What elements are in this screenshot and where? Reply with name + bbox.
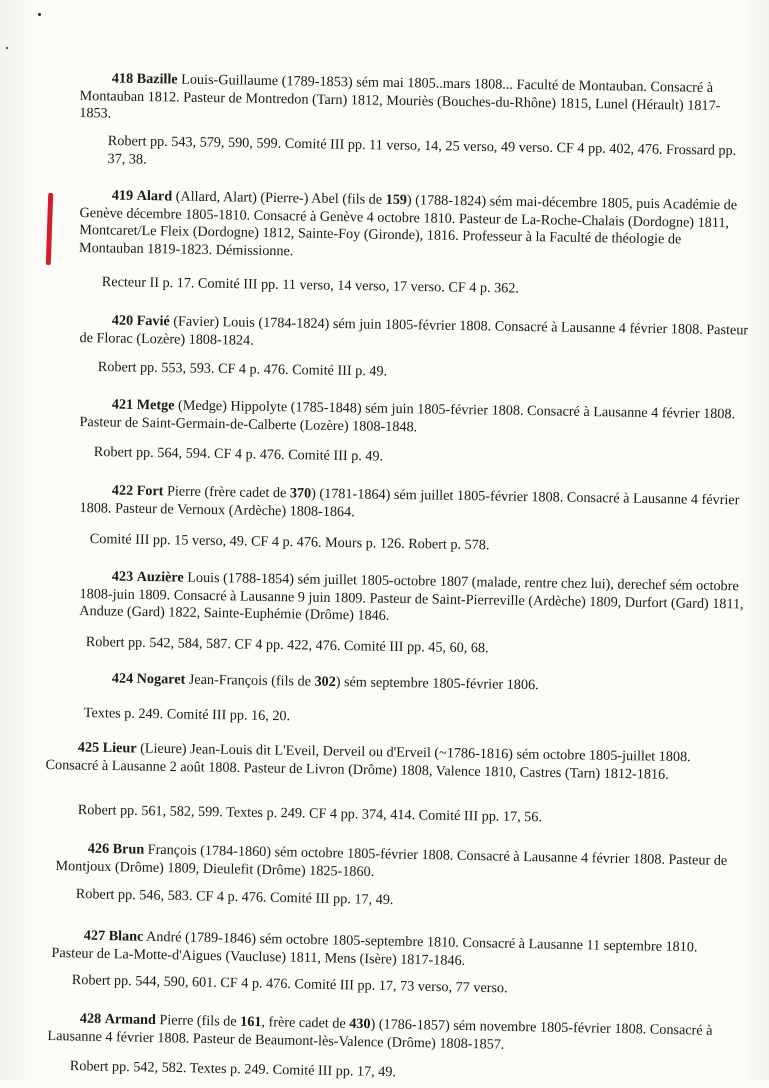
entry-text: François (1784-1860) sém octobre 1805-février 1808. Consacré à Lausanne 4 février 1808. Pasteur de Montjoux (Drôme) 1809, Dieulefit (Drôme) 1825-1860. bbox=[55, 841, 728, 880]
entry-number: 426 bbox=[87, 840, 110, 858]
entry-418 bbox=[79, 70, 750, 133]
entry-text: André (1789-1846) sém octobre 1805-septembre 1810. Consacré à Lausanne 11 septembre 1810. Pasteur de La-Motte-d'Aigues (Vaucluse) 1811, Mens (Isère) 1817-1846. bbox=[51, 928, 698, 969]
entry-425 bbox=[45, 739, 735, 785]
entry-421-refs: Robert pp. 564, 594. CF 4 p. 476. Comité III p. 49. bbox=[93, 444, 384, 465]
entry-428-refs: Robert pp. 542, 582. Textes p. 249. Comité III pp. 17, 49. bbox=[69, 1058, 397, 1081]
entry-text: Louis-Guillaume (1789-1853) sém mai 1805..mars 1808... Faculté de Montauban. Consacré à Montauban 1812. Pasteur de Montredon (Tarn) 1812, Mouriès (Bouches-du-Rhône) 1815, Lunel (Hérault) 1817-1853. bbox=[79, 71, 721, 122]
entry-number: 428 bbox=[79, 1010, 102, 1028]
entry-name: Armand bbox=[104, 1011, 157, 1029]
entry-420 bbox=[79, 312, 749, 358]
entry-number: 422 bbox=[111, 482, 134, 499]
entry-423-refs: Robert pp. 542, 584, 587. CF 4 pp. 422, 476. Comité III pp. 45, 60, 68. bbox=[85, 634, 489, 657]
entry-424 bbox=[80, 670, 750, 698]
entry-text: Pierre (fils de bbox=[155, 1012, 241, 1030]
entry-423 bbox=[79, 568, 750, 631]
entry-name: Fort bbox=[136, 482, 164, 500]
entry-number: 418 bbox=[111, 70, 134, 87]
entry-name: Lieur bbox=[102, 739, 137, 757]
entry-number: 427 bbox=[83, 927, 106, 945]
entry-name: Nogaret bbox=[136, 670, 186, 688]
entry-428 bbox=[47, 1010, 732, 1058]
entry-421 bbox=[79, 396, 749, 442]
entry-426 bbox=[55, 840, 736, 888]
entry-text: (Medge) Hippolyte (1785-1848) sém juin 1805-février 1808. Consacré à Lausanne 4 février 1808. Pasteur de Saint-Germain-de-Calberte (Lozère) 1808-1848. bbox=[79, 397, 736, 435]
entry-426-refs: Robert pp. 546, 583. CF 4 p. 476. Comité III pp. 17, 49. bbox=[75, 886, 394, 909]
entry-419-refs: Recteur II p. 17. Comité III pp. 11 verso, 14 verso, 17 verso. CF 4 p. 362. bbox=[101, 274, 520, 297]
entry-name: Metge bbox=[136, 396, 175, 414]
entry-number: 423 bbox=[111, 568, 134, 585]
entry-name: Blanc bbox=[108, 928, 144, 945]
entry-number: 419 bbox=[111, 187, 134, 204]
entry-422 bbox=[79, 482, 749, 528]
entry-427 bbox=[51, 927, 736, 975]
entry-424-refs: Textes p. 249. Comité III pp. 16, 20. bbox=[83, 705, 291, 725]
entry-name: Alard bbox=[136, 187, 173, 205]
cross-ref: 159 bbox=[385, 191, 408, 209]
entry-427-refs: Robert pp. 544, 590, 601. CF 4 p. 476. Comité III pp. 17, 73 verso, 77 verso. bbox=[71, 972, 508, 997]
entry-text: Pierre (frère cadet de bbox=[163, 483, 291, 502]
entry-425-refs: Robert pp. 561, 582, 599. Textes p. 249. CF 4 pp. 374, 414. Comité III pp. 17, 56. bbox=[77, 802, 543, 826]
red-margin-mark bbox=[46, 193, 54, 265]
speck-mark bbox=[6, 47, 8, 49]
entry-418-refs: Robert pp. 543, 579, 590, 599. Comité III pp. 11 verso, 14, 25 verso, 49 verso. CF 4 pp. 402, 476. Frossard pp. 37, 38. bbox=[107, 133, 737, 168]
cross-ref: 430 bbox=[349, 1015, 371, 1033]
entry-text: (Allard, Alart) (Pierre-) Abel (fils de bbox=[172, 188, 386, 208]
entry-name: Bazille bbox=[136, 70, 178, 88]
entry-number: 421 bbox=[111, 396, 134, 413]
entry-name: Favié bbox=[136, 312, 170, 330]
cross-ref: 161 bbox=[240, 1013, 262, 1031]
entry-text: Louis (1788-1854) sém juillet 1805-octobre 1807 (malade, rentre chez lui), derechef sém octobre 1808-juin 1809. Consacré à Lausanne 9 juin 1809. Pasteur de Saint-Pierreville (Ardèche) 1809, Durfort (Gard) 1811, Anduze (Gard) 1822, Sainte-Euphémie (Drôme) 1846. bbox=[79, 569, 744, 624]
cross-ref: 302 bbox=[314, 673, 336, 691]
entry-text: (Lieure) Jean-Louis dit L'Eveil, Derveil ou d'Erveil (~1786-1816) sém octobre 1805-juillet 1808. Consacré à Lausanne 2 août 1808. Pasteur de Livron (Drôme) 1808, Valence 1810, Castres (Tarn) 1812-1816. bbox=[45, 740, 691, 783]
entry-number: 424 bbox=[111, 670, 134, 687]
entry-419 bbox=[79, 187, 750, 268]
entry-text: Jean-François (fils de bbox=[185, 671, 315, 690]
entry-name: Auzière bbox=[136, 568, 184, 586]
entry-name: Brun bbox=[112, 841, 145, 858]
entry-text: ) (1786-1857) sém novembre 1805-février 1808. Consacré à Lausanne 4 février 1808. Pasteur de Beaumont-lès-Valence (Drôme) 1808-1857. bbox=[47, 1016, 713, 1053]
entry-text: (Favier) Louis (1784-1824) sém juin 1805-février 1808. Consacré à Lausanne 4 février 1808. Pasteur de Florac (Lozère) 1808-1824. bbox=[79, 313, 749, 349]
entry-text: ) sém septembre 1805-février 1806. bbox=[335, 674, 539, 694]
cross-ref: 370 bbox=[289, 485, 312, 502]
entry-number: 425 bbox=[77, 739, 100, 756]
entry-text: ) (1781-1864) sém juillet 1805-février 1808. Consacré à Lausanne 4 février 1808. Pasteur de Vernoux (Ardèche) 1808-1864. bbox=[79, 485, 740, 520]
entry-number: 420 bbox=[111, 312, 134, 329]
entry-422-refs: Comité III pp. 15 verso, 49. CF 4 p. 476. Mours p. 126. Robert p. 578. bbox=[89, 531, 490, 554]
speck-mark bbox=[38, 13, 41, 16]
entry-420-refs: Robert pp. 553, 593. CF 4 p. 476. Comité III p. 49. bbox=[97, 359, 388, 380]
entry-text: ) (1788-1824) sém mai-décembre 1805, puis Académie de Genève décembre 1805-1810. Consacré à Genève 4 octobre 1810. Pasteur de La-Roche-Chalais (Dordogne) 1811, Montcaret/Le Fleix (Dordogne) 1812, Sainte-Foy (Gironde), 1816. Professeur à la Faculté de théologie de Montauban 1819-1823. Démissionne. bbox=[78, 192, 738, 259]
entry-text: , frère cadet de bbox=[261, 1014, 350, 1032]
